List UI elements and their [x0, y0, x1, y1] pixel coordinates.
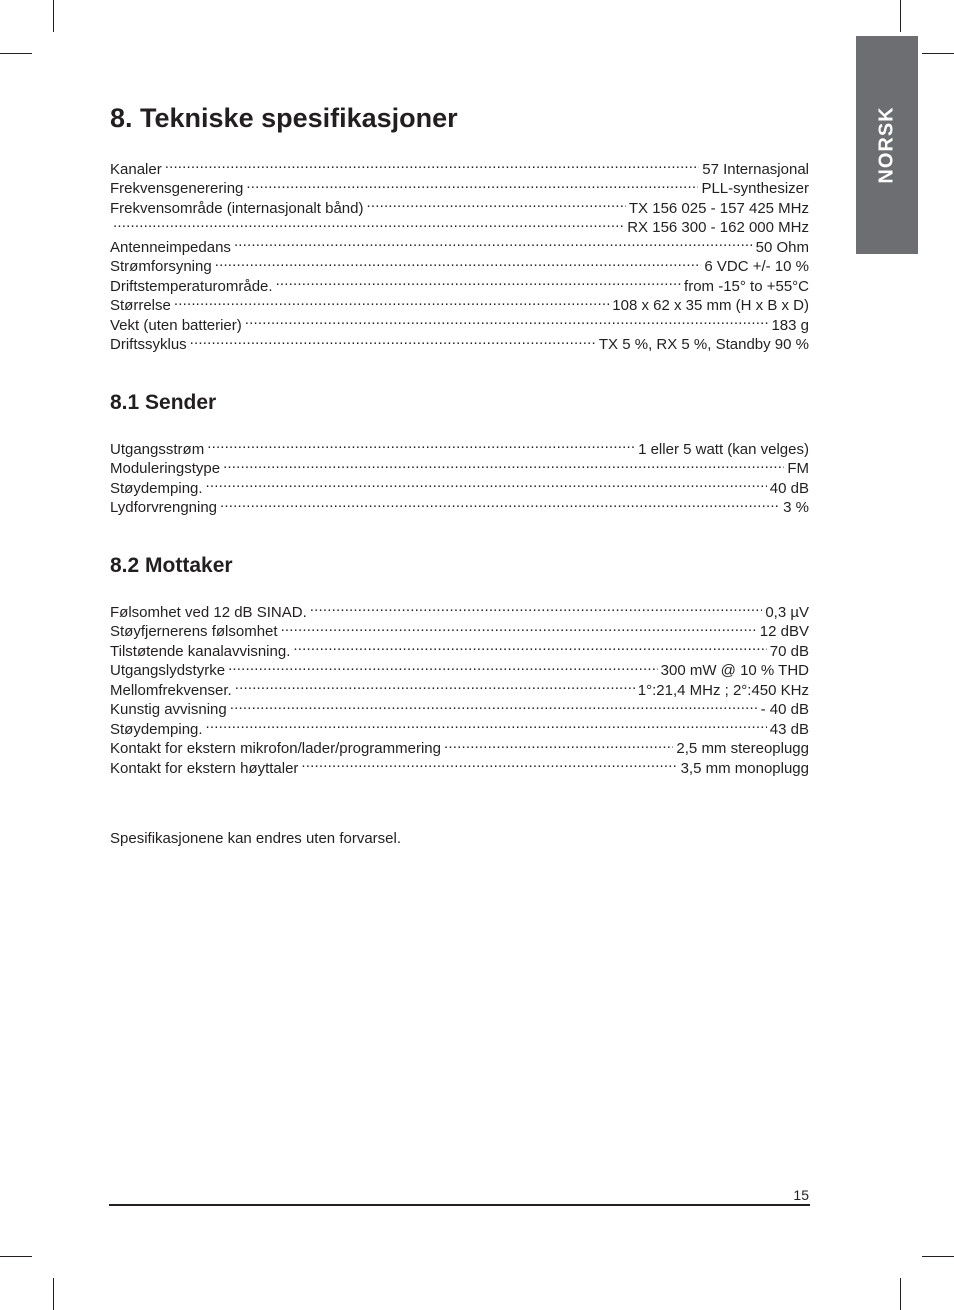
- spec-row: [110, 434, 809, 458]
- dot-leader: [310, 597, 763, 617]
- spec-label: Driftssyklus: [110, 336, 187, 353]
- spec-value: PLL-synthesizer: [701, 180, 809, 197]
- spec-label: Støyfjernerens følsomhet: [110, 623, 278, 640]
- spec-value: 57 Internasjonal: [702, 160, 809, 178]
- dot-leader: [281, 617, 757, 637]
- dot-leader: [190, 330, 596, 350]
- spec-value: 300 mW @ 10 % THD: [660, 662, 809, 679]
- dot-leader: [113, 213, 624, 233]
- dot-leader: [246, 174, 698, 194]
- spec-label: Størrelse: [110, 297, 171, 314]
- spec-row: [110, 454, 809, 477]
- spec-label: Utgangsstrøm: [110, 440, 205, 458]
- language-tab-label: NORSK: [875, 106, 898, 184]
- dot-leader: [234, 232, 753, 252]
- dot-leader: [293, 636, 766, 656]
- spec-value: TX 156 025 - 157 425 MHz: [628, 199, 809, 217]
- spec-row: [110, 597, 809, 621]
- mottaker-heading: 8.2 Mottaker: [110, 554, 233, 577]
- dot-leader: [301, 753, 677, 773]
- dot-leader: [228, 656, 658, 676]
- dot-leader: [206, 714, 767, 734]
- crop-mark: [922, 53, 954, 54]
- spec-row: [110, 252, 809, 275]
- dot-leader: [220, 493, 780, 513]
- general-spec-list: [110, 154, 809, 353]
- spec-value: 3 %: [783, 499, 809, 516]
- spec-label: Tilstøtende kanalavvisning.: [110, 642, 291, 660]
- spec-value: from -15° to +55°C: [684, 277, 809, 295]
- spec-value: 50 Ohm: [755, 238, 809, 256]
- spec-label: Kontakt for ekstern høyttaler: [110, 759, 299, 777]
- crop-mark: [53, 0, 54, 32]
- page-number: 15: [793, 1187, 809, 1203]
- dot-leader: [230, 695, 758, 715]
- spec-label: Driftstemperaturområde.: [110, 277, 273, 295]
- crop-mark: [0, 53, 32, 54]
- disclaimer-note: Spesifikasjonene kan endres uten forvarsel.: [110, 830, 402, 847]
- spec-label: Følsomhet ved 12 dB SINAD.: [110, 603, 307, 621]
- crop-mark: [0, 1256, 32, 1257]
- spec-value: 1 eller 5 watt (kan velges): [638, 440, 809, 458]
- spec-value: 0,3 µV: [765, 603, 809, 621]
- crop-mark: [922, 1256, 954, 1257]
- spec-value: TX 5 %, RX 5 %, Standby 90 %: [598, 336, 809, 353]
- page-title: 8. Tekniske spesifikasjoner: [110, 103, 458, 133]
- spec-label: Kontakt for ekstern mikrofon/lader/programmering: [110, 740, 441, 757]
- spec-label: Støydemping.: [110, 720, 203, 738]
- spec-label: Strømforsyning: [110, 258, 212, 275]
- dot-leader: [206, 473, 767, 493]
- spec-label: Frekvensområde (internasjonalt bånd): [110, 199, 364, 217]
- spec-label: Frekvensgenerering: [110, 180, 244, 197]
- spec-label: Vekt (uten batterier): [110, 316, 242, 334]
- spec-value: 1°:21,4 MHz ; 2°:450 KHz: [637, 681, 809, 699]
- spec-value: 43 dB: [769, 720, 809, 738]
- dot-leader: [215, 252, 702, 272]
- spec-value: - 40 dB: [760, 701, 809, 718]
- spec-value: 2,5 mm stereoplugg: [676, 740, 809, 757]
- spec-label: Antenneimpedans: [110, 238, 231, 256]
- spec-value: 108 x 62 x 35 mm (H x B x D): [612, 297, 809, 314]
- spec-label: Kanaler: [110, 160, 162, 178]
- spec-row: [110, 310, 809, 334]
- spec-label: Kunstig avvisning: [110, 701, 227, 718]
- spec-row: [110, 330, 809, 353]
- dot-leader: [165, 154, 700, 174]
- crop-mark: [53, 1278, 54, 1310]
- crop-mark: [900, 1278, 901, 1310]
- language-tab: [856, 36, 918, 254]
- spec-value: RX 156 300 - 162 000 MHz: [627, 219, 809, 236]
- spec-value: 3,5 mm monoplugg: [680, 759, 809, 777]
- spec-row: [110, 232, 809, 256]
- spec-row: [110, 473, 809, 497]
- spec-label: Lydforvrengning: [110, 499, 218, 516]
- sender-spec-list: [110, 434, 809, 516]
- mottaker-spec-list: [110, 597, 809, 777]
- spec-value: FM: [787, 460, 809, 477]
- dot-leader: [276, 271, 681, 291]
- spec-label: Støydemping.: [110, 479, 203, 497]
- footer-rule: [109, 1204, 810, 1206]
- dot-leader: [245, 310, 769, 330]
- dot-leader: [444, 734, 673, 754]
- spec-value: 40 dB: [769, 479, 809, 497]
- sender-heading: 8.1 Sender: [110, 391, 217, 414]
- spec-row: [110, 154, 809, 178]
- dot-leader: [174, 291, 609, 311]
- dot-leader: [366, 193, 625, 213]
- spec-value: 12 dBV: [759, 623, 809, 640]
- spec-value: 6 VDC +/- 10 %: [704, 258, 809, 275]
- spec-value: 183 g: [771, 316, 809, 334]
- spec-row: [110, 714, 809, 738]
- spec-label: Moduleringstype: [110, 460, 221, 477]
- spec-row: [110, 734, 809, 757]
- dot-leader: [235, 675, 635, 695]
- spec-label: Mellomfrekvenser.: [110, 681, 232, 699]
- crop-mark: [900, 0, 901, 32]
- dot-leader: [223, 454, 784, 474]
- spec-row: [110, 493, 809, 516]
- dot-leader: [207, 434, 635, 454]
- spec-value: 70 dB: [769, 642, 809, 660]
- spec-label: Utgangslydstyrke: [110, 662, 226, 679]
